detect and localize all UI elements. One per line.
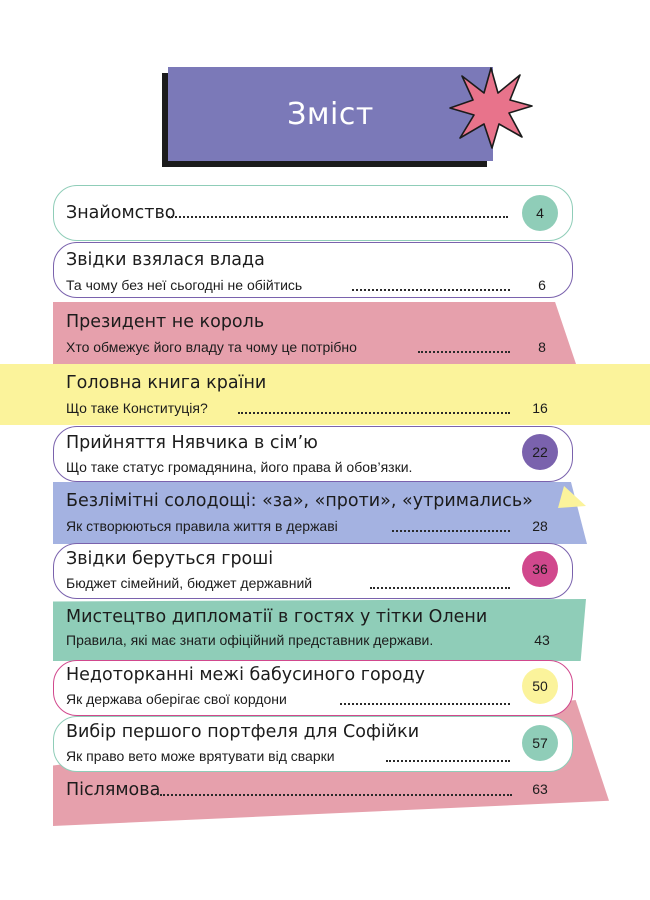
page-number: 63	[532, 781, 548, 797]
dot-leader	[370, 587, 510, 589]
toc-entry-title: Президент не король	[66, 312, 265, 332]
dot-leader	[392, 530, 510, 532]
toc-entry-subtitle: Бюджет сімейний, бюджет державний	[66, 575, 313, 591]
toc-entry-subtitle: Як право вето може врятувати від сварки	[66, 748, 335, 764]
toc-entry-title: Вибір першого портфеля для Софійки	[66, 722, 420, 742]
toc-entry-subtitle: Як держава оберігає свої кордони	[66, 691, 287, 707]
dot-leader	[340, 703, 510, 705]
yellow-flag-icon	[558, 486, 588, 510]
dot-leader	[352, 289, 510, 291]
star-burst-icon	[448, 66, 534, 150]
toc-entry-subtitle: Правила, які має знати офіційний представник держави.	[66, 632, 434, 648]
page-number: 8	[538, 339, 546, 355]
page-number-badge: 50	[522, 668, 558, 704]
toc-entry-title: Головна книга країни	[66, 373, 267, 393]
toc-entry-subtitle: Як створюються правила життя в державі	[66, 518, 338, 534]
toc-entry-title: Безлімітні солодощі: «за», «проти», «утримались»	[66, 491, 533, 511]
page-title: Зміст	[287, 96, 374, 132]
page-number: 16	[532, 400, 548, 416]
page-number: 28	[532, 518, 548, 534]
dot-leader	[386, 760, 510, 762]
dot-leader	[238, 412, 510, 414]
page-number-badge: 22	[522, 434, 558, 470]
page-number-badge: 57	[522, 725, 558, 761]
dot-leader	[418, 351, 510, 353]
toc-entry-subtitle: Та чому без неї сьогодні не обійтись	[66, 277, 303, 293]
toc-entry-title: Мистецтво дипломатії в гостях у тітки Олени	[66, 607, 488, 627]
toc-entry-title: Післямова	[66, 780, 161, 800]
toc-entry-title: Звідки беруться гроші	[66, 549, 274, 569]
toc-entry-title: Прийняття Нявчика в сім’ю	[66, 433, 318, 453]
toc-entry-subtitle: Що таке Конституція?	[66, 400, 208, 416]
toc-entry-title: Звідки взялася влада	[66, 250, 265, 270]
dot-leader	[168, 216, 508, 218]
toc-entry-subtitle: Хто обмежує його владу та чому це потрібно	[66, 339, 357, 355]
page-number: 43	[534, 632, 550, 648]
dot-leader	[160, 794, 512, 796]
page-number-badge: 4	[522, 195, 558, 231]
page-number: 6	[538, 277, 546, 293]
title-box	[168, 67, 493, 161]
toc-entry-title: Знайомство	[66, 203, 176, 223]
toc-entry-title: Недоторканні межі бабусиного городу	[66, 665, 425, 685]
toc-entry-subtitle: Що таке статус громадянина, його права й обов’язки.	[66, 459, 413, 475]
page-number-badge: 36	[522, 551, 558, 587]
